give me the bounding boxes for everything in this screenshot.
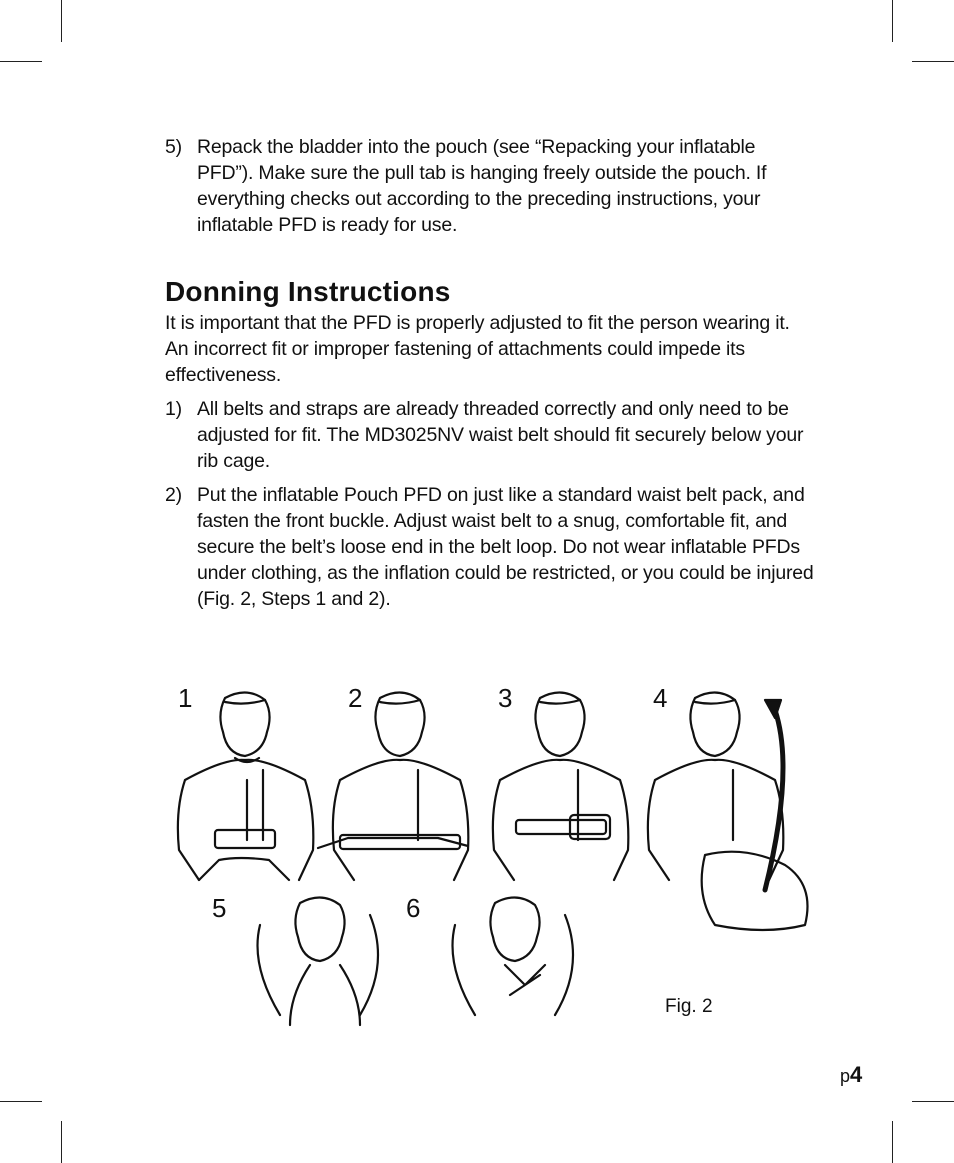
- step-text: All belts and straps are already threaded correctly and only need to be adjusted for fit. The MD3025NV waist belt should fit securely below your rib cage.: [197, 398, 804, 472]
- step-text: Repack the bladder into the pouch (see “Repacking your inflatable PFD”). Make sure the pull tab is hanging freely outside the pouch. If everything checks out according to the preceding instructions, your inflatable PFD is ready for use.: [197, 136, 767, 236]
- donning-step-2: [165, 482, 815, 612]
- figure-caption: Fig. 2: [665, 996, 713, 1017]
- figure-1-person: [178, 692, 313, 880]
- crop-mark: [61, 0, 62, 42]
- figure-step-label: 6: [406, 893, 421, 923]
- donning-figure-drawing: [160, 675, 825, 1030]
- figure-step-label: 2: [348, 683, 363, 713]
- step-number: 1): [165, 398, 182, 420]
- section-title: Donning Instructions: [165, 276, 451, 307]
- step-number: 2): [165, 484, 182, 506]
- step-5: [165, 134, 815, 238]
- figure-5-person: [258, 897, 379, 1025]
- figure-step-label: 3: [498, 683, 513, 713]
- page-number-value: 4: [850, 1062, 863, 1087]
- step-number: 5): [165, 136, 182, 158]
- figure-step-label: 5: [212, 893, 227, 923]
- figure-3-person: [493, 692, 628, 880]
- page-content: [165, 134, 815, 612]
- section-intro: It is important that the PFD is properly adjusted to fit the person wearing it. An incorrect fit or improper fastening of attachments could impede its effectiveness.: [165, 312, 790, 386]
- step-text: Put the inflatable Pouch PFD on just like a standard waist belt pack, and fasten the front buckle. Adjust waist belt to a snug, comfortable fit, and secure the belt’s loose end in the belt loop. Do not wear inflatable PFDs under clothing, as the inflation could be restricted, or you could be injured (Fig. 2, Steps 1 and 2).: [197, 484, 814, 610]
- crop-mark: [0, 1101, 42, 1102]
- crop-mark: [912, 1101, 954, 1102]
- crop-mark: [892, 1121, 893, 1163]
- figure-6-person: [453, 897, 574, 1015]
- figure-step-label: 4: [653, 683, 668, 713]
- crop-mark: [892, 0, 893, 42]
- crop-mark: [61, 1121, 62, 1163]
- crop-mark: [912, 61, 954, 62]
- figure-step-label: 1: [178, 683, 193, 713]
- page-prefix: p: [840, 1066, 851, 1086]
- figure-4-person: [648, 692, 808, 930]
- figure-2-person: [318, 692, 468, 880]
- crop-mark: [0, 61, 42, 62]
- donning-step-1: [165, 396, 815, 474]
- donning-illustration: [160, 675, 825, 1030]
- page-number: [840, 1062, 862, 1088]
